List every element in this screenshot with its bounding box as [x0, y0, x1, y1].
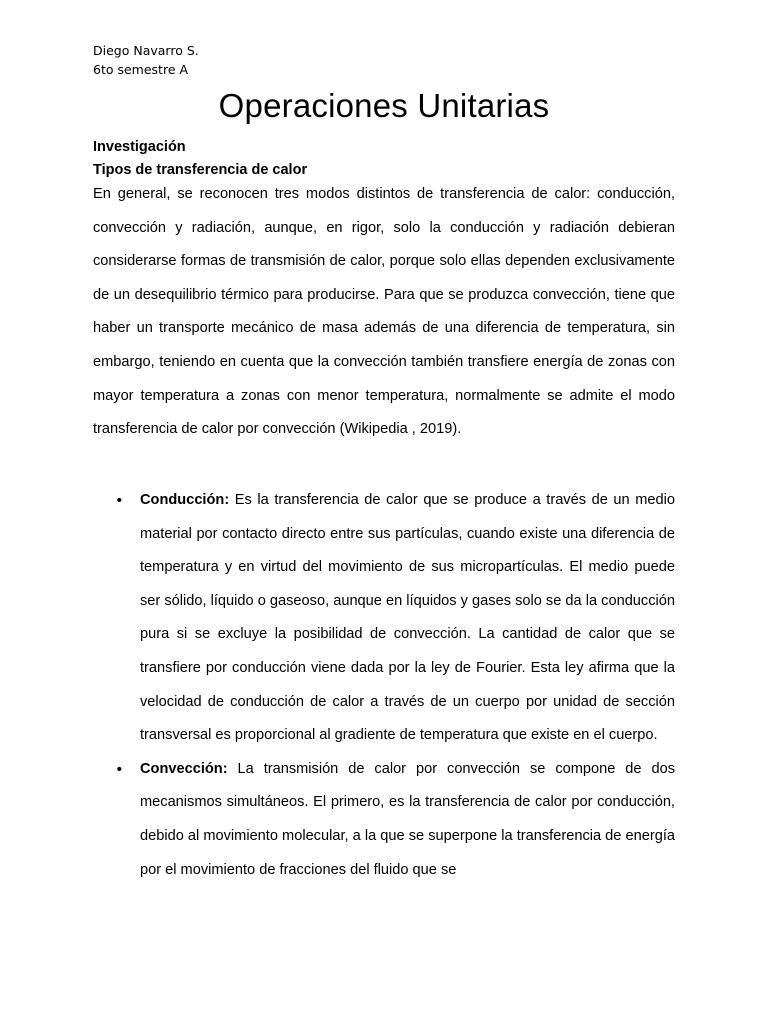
document-title: Operaciones Unitarias: [218, 87, 550, 124]
bullet-body: Es la transferencia de calor que se produce a través de un medio material por contacto directo entre sus partículas, cuando existe una diferencia de temperatura y en virtud del movimiento de sus micropartículas. El medio puede ser sólido, líquido o gaseoso, aunque en líquidos y gases solo se da la conducción pura si se excluye la posibilidad de convección. La cantidad de calor que se transfiere por conducción viene dada por la ley de Fourier. Esta ley afirma que la velocidad de conducción de calor a través de un cuerpo por unidad de sección transversal es proporcional al gradiente de temperatura que existe en el cuerpo.: [140, 492, 675, 744]
subsection-heading: Tipos de transferencia de calor: [93, 162, 308, 178]
intro-paragraph: En general, se reconocen tres modos distintos de transferencia de calor: conducción, convección y radiación, aunque, en rigor, solo la conducción y radiación debieran considerarse formas de transmisión de calor, porque solo ellas dependen exclusivamente de un desequilibrio térmico para producirse. Para que se produzca convección, tiene que haber un transporte mecánico de masa además de una diferencia de temperatura, sin embargo, teniendo en cuenta que la convección también transfiere energía de zonas con mayor temperatura a zonas con menor temperatura, normalmente se admite el modo transferencia de calor por convección (Wikipedia , 2019).: [93, 186, 675, 438]
bullet-term: Convección:: [140, 760, 228, 777]
author-block: [93, 41, 199, 79]
bullet-list: [0, 484, 768, 887]
bullet-icon: •: [115, 492, 124, 509]
section-heading: Investigación: [93, 139, 186, 155]
semester-label: 6to semestre A: [93, 62, 189, 77]
bullet-icon: •: [115, 760, 124, 778]
bullet-term: Conducción:: [140, 492, 230, 508]
author-name: Diego Navarro S.: [93, 43, 199, 58]
bullet-text: [140, 484, 675, 753]
bullet-body: La transmisión de calor por convección se compone de dos mecanismos simultáneos. El primero, es la transferencia de calor por conducción, debido al movimiento molecular, a la que se superpone la transferencia de energía por el movimiento de fracciones del fluido que se: [140, 760, 675, 878]
list-item: [0, 753, 768, 887]
list-item: [0, 484, 768, 753]
bullet-text: [140, 753, 675, 887]
